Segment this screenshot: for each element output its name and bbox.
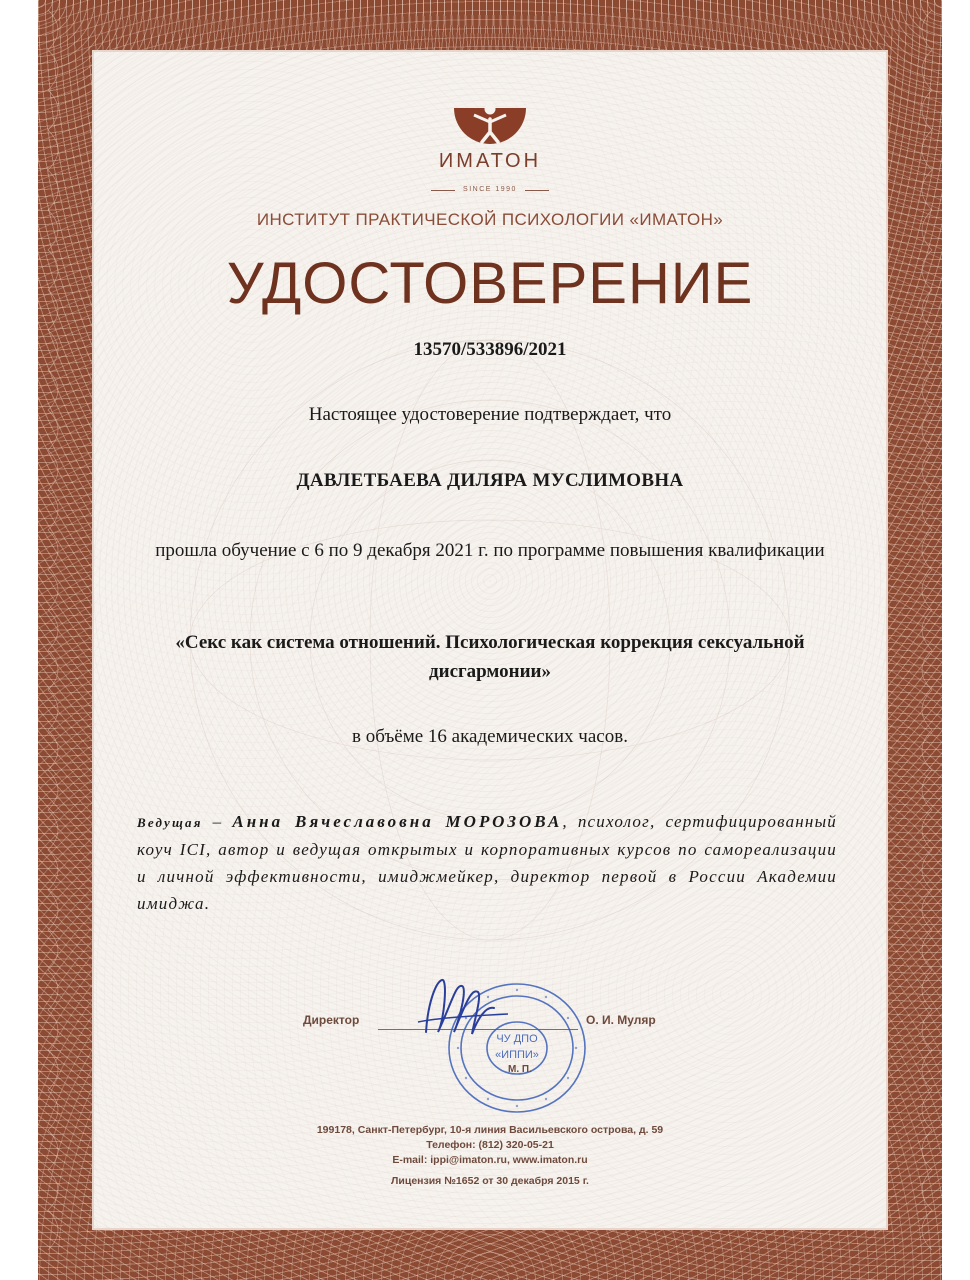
holder-name: ДАВЛЕТБАЕВА ДИЛЯРА МУСЛИМОВНА xyxy=(296,470,684,491)
since-text: SINCE 1990 xyxy=(431,186,549,193)
teacher-description: , психолог, сертифицированный коуч ICI, автор и ведущая открытых и корпоративных курсов по самореализации и личной эффективности, имиджмейкер, директор первой в России Академии имиджа. xyxy=(137,812,837,913)
footer-address: 199178, Санкт-Петербург, 10-я линия Васильевского острова, д. 59 xyxy=(316,1124,664,1136)
teacher-paragraph xyxy=(137,808,837,917)
teacher-lead: Ведущая xyxy=(137,815,203,830)
certificate-number: 13570/533896/2021 xyxy=(413,339,567,360)
since-line xyxy=(38,178,942,196)
teacher-dash: – xyxy=(202,812,233,831)
institute-name: ИНСТИТУТ ПРАКТИЧЕСКОЙ ПСИХОЛОГИИ «ИМАТОН» xyxy=(256,210,724,229)
footer-email: E-mail: ippi@imaton.ru, www.imaton.ru xyxy=(392,1154,588,1166)
teacher-name: Анна Вячеславовна МОРОЗОВА xyxy=(232,812,563,831)
stamp-line-2: «ИППИ» xyxy=(495,1049,539,1061)
confirm-text: Настоящее удостоверение подтверждает, что xyxy=(308,404,672,425)
certificate-content xyxy=(38,0,942,1280)
brand-name: ИМАТОН xyxy=(438,150,542,172)
document-title: УДОСТОВЕРЕНИЕ xyxy=(226,251,754,316)
signature-label: Директор xyxy=(303,1013,360,1027)
stamp-line-1: ЧУ ДПО xyxy=(496,1033,538,1045)
footer-license: Лицензия №1652 от 30 декабря 2015 г. xyxy=(391,1175,589,1187)
hours-text: в объёме 16 академических часов. xyxy=(352,726,628,747)
program-title: «Секс как система отношений. Психологическая коррекция сексуальной дисгармонии» xyxy=(175,632,805,682)
stamp-place-mark: М. П. xyxy=(508,1064,532,1075)
handwritten-signature xyxy=(408,962,518,1052)
director-name: О. И. Муляр xyxy=(586,1013,656,1027)
footer-phone: Телефон: (812) 320-05-21 xyxy=(426,1139,554,1151)
training-text: прошла обучение с 6 по 9 декабря 2021 г. по программе повышения квалификации xyxy=(155,540,825,561)
